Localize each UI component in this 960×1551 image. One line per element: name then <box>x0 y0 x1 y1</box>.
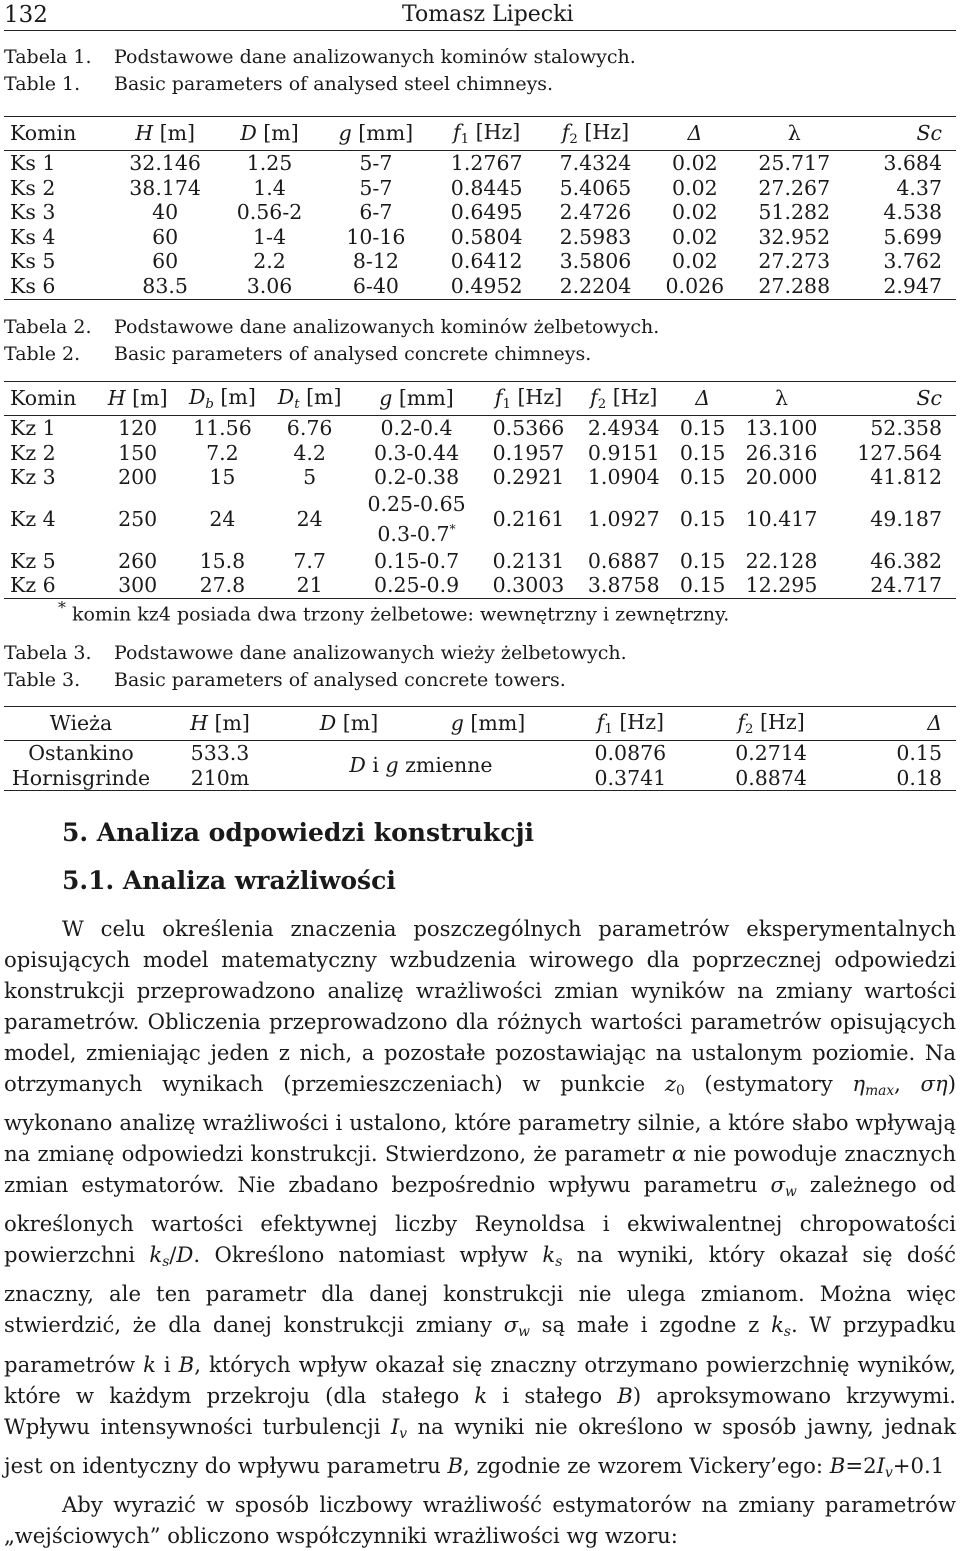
table-cell: 0.3003 <box>481 573 576 598</box>
table-row <box>4 741 956 766</box>
t2-col-dt: $D_t$ [m] <box>267 382 352 416</box>
table-cell: 10-16 <box>346 224 406 249</box>
body-text <box>4 913 956 1551</box>
table-cell: Kz 3 <box>10 465 56 490</box>
table2-label-en: Table 2. <box>4 343 81 365</box>
page-number: 132 <box>4 2 48 28</box>
merged-d: D <box>349 753 366 778</box>
merged-and: i <box>365 753 386 778</box>
table-cell: 0.2-0.4 <box>380 416 453 440</box>
table-cell: 0.18 <box>841 766 956 791</box>
t1-col-komin: Komin <box>4 117 111 151</box>
table-cell: 1.0904 <box>587 465 660 490</box>
table-row <box>4 549 956 574</box>
table-cell: 2.947 <box>849 274 956 299</box>
table-cell: 0.4952 <box>432 274 541 299</box>
table-cell: 5-7 <box>359 151 393 175</box>
table-row <box>4 200 956 225</box>
table-cell: 12.295 <box>734 573 829 598</box>
table-cell: 0.026 <box>650 274 740 299</box>
table-cell: 4.37 <box>896 175 942 200</box>
table-cell: 27.273 <box>758 249 831 274</box>
table1-body <box>4 151 956 300</box>
table-cell: 3.06 <box>220 274 320 299</box>
t3-col-h: H [m] <box>158 707 282 741</box>
table-cell: 5.699 <box>883 224 942 249</box>
table-cell: 127.564 <box>857 440 942 465</box>
t2-col-g: g [mm] <box>352 382 481 416</box>
table-cell: 41.812 <box>870 465 942 490</box>
table-cell: 51.282 <box>758 200 831 225</box>
table-cell: 5-7 <box>359 175 393 200</box>
table-row <box>4 151 956 176</box>
table2-caption <box>4 314 659 368</box>
table-cell: 0.02 <box>672 151 718 175</box>
table-cell: 0.02 <box>672 249 718 274</box>
table-cell: 8-12 <box>352 249 399 274</box>
table-cell: 150 <box>118 440 158 465</box>
table-cell: 60 <box>152 249 179 274</box>
table-cell: 3.684 <box>883 151 942 175</box>
table-cell: 3.5806 <box>559 249 632 274</box>
table-cell: Ks 5 <box>10 249 56 274</box>
table-cell: 0.5804 <box>450 224 523 249</box>
table2-caption-en: Basic parameters of analysed concrete chimneys. <box>114 343 592 365</box>
t2-col-h: H [m] <box>97 382 177 416</box>
table-cell: 2.4726 <box>559 200 632 225</box>
table-cell: 6-7 <box>359 200 393 225</box>
table-cell: 15 <box>209 465 236 490</box>
table-cell: 0.15 <box>679 465 726 490</box>
table1-label-pl: Tabela 1. <box>4 46 92 68</box>
table-cell: 0.15 <box>679 416 726 440</box>
table-cell: 40 <box>152 200 179 225</box>
t3-col-d: D [m] <box>282 707 416 741</box>
table-cell: 2.2204 <box>541 274 650 299</box>
table-cell: 7.7 <box>293 548 326 573</box>
table-cell: 26.316 <box>745 440 818 465</box>
table-cell: 210m <box>158 766 282 791</box>
t2-col-f1: $f_1$ [Hz] <box>481 382 576 416</box>
table-cell: 0.15 <box>679 506 726 531</box>
table-cell: 1.0927 <box>587 506 660 531</box>
table-row <box>4 465 956 490</box>
table-cell: 0.3741 <box>560 766 701 791</box>
t2-col-db: $D_b$ [m] <box>178 382 267 416</box>
table-cell: 7.4324 <box>559 151 632 175</box>
table-cell: 10.417 <box>745 506 818 531</box>
table-cell: 533.3 <box>190 741 250 765</box>
table-cell: Hornisgrinde <box>4 766 158 791</box>
table-cell: 60 <box>152 224 179 249</box>
table-cell: 38.174 <box>129 175 201 200</box>
table-cell: 0.6412 <box>450 249 523 274</box>
table-cell: 1.2767 <box>450 151 523 175</box>
table-cell: 3.8758 <box>576 573 671 598</box>
table3-body <box>4 741 956 791</box>
table-cell: 24 <box>296 506 323 531</box>
table-cell: 13.100 <box>745 416 818 440</box>
table3-caption-pl: Podstawowe dane analizowanych wieży żelbetowych. <box>114 642 627 664</box>
table-cell <box>352 490 481 549</box>
table-cell: 0.02 <box>672 200 718 225</box>
t3-col-delta: Δ <box>841 707 956 741</box>
table-cell: 25.717 <box>758 151 831 175</box>
table-row <box>4 441 956 466</box>
table-cell: Ks 2 <box>10 175 56 200</box>
merged-g: g <box>385 753 399 778</box>
table-cell: 0.15 <box>679 548 726 573</box>
table-cell: 21 <box>267 573 352 598</box>
table-cell: 0.2-0.38 <box>373 465 460 490</box>
kz4-g-outer: 0.25-0.65 <box>367 491 466 516</box>
table-cell: 6.76 <box>286 416 333 440</box>
table-cell: 2.2 <box>253 249 286 274</box>
table-cell: Ks 4 <box>10 224 56 249</box>
t2-col-komin: Komin <box>4 382 97 416</box>
table-row <box>4 416 956 441</box>
table-cell: Ks 6 <box>4 274 111 299</box>
table-cell: 200 <box>118 465 158 490</box>
table1-caption-en: Basic parameters of analysed steel chimneys. <box>114 73 554 95</box>
table-cell: Kz 2 <box>10 440 56 465</box>
table-cell: 2.4934 <box>587 416 660 440</box>
table-cell: 0.5366 <box>492 416 565 440</box>
table-cell: 0.6887 <box>587 548 660 573</box>
table-cell: 4.2 <box>293 440 326 465</box>
table-row <box>4 274 956 299</box>
table2-concrete-chimneys <box>4 381 956 599</box>
paragraph-2: Aby wyrazić w sposób liczbowy wrażliwość estymatorów na zmiany parametrów „wejściowych” obliczono współczynniki wrażliwości wg wzoru: <box>4 1491 956 1548</box>
table-cell: 49.187 <box>870 506 942 531</box>
table-cell: 7.2 <box>206 440 239 465</box>
table-cell: 0.2161 <box>492 506 565 531</box>
table-cell: 0.0876 <box>594 741 667 765</box>
table-cell: 24 <box>209 506 236 531</box>
table1-label-en: Table 1. <box>4 73 81 95</box>
table-cell: Kz 1 <box>10 416 56 440</box>
table-cell: Kz 6 <box>4 573 97 598</box>
table-cell: 0.15-0.7 <box>373 548 460 573</box>
table3-label-pl: Tabela 3. <box>4 642 92 664</box>
t1-col-sc: Sc <box>849 117 956 151</box>
merged-cell-d-g <box>282 741 560 791</box>
table-cell: 83.5 <box>111 274 220 299</box>
table-row <box>4 573 956 598</box>
t3-col-f2: $f_2$ [Hz] <box>701 707 842 741</box>
table1-caption <box>4 44 636 98</box>
t1-col-h: H [m] <box>111 117 220 151</box>
table-cell: Ks 1 <box>10 151 56 175</box>
table-cell: 0.2714 <box>735 741 807 765</box>
table-row <box>4 249 956 274</box>
table-cell: 1-4 <box>253 224 287 249</box>
table2-body <box>4 416 956 599</box>
table-cell: 27.8 <box>178 573 267 598</box>
t1-col-g: g [mm] <box>320 117 433 151</box>
t3-col-f1: $f_1$ [Hz] <box>560 707 701 741</box>
table-cell: 2.5983 <box>559 224 632 249</box>
footnote-mark: * <box>58 598 66 617</box>
table-cell: 1.4 <box>253 175 286 200</box>
table-cell: 15.8 <box>199 548 246 573</box>
table-cell: 0.2131 <box>492 548 565 573</box>
table-cell: 1.25 <box>246 151 293 175</box>
table-cell: 0.15 <box>671 573 733 598</box>
table3-caption-en: Basic parameters of analysed concrete towers. <box>114 669 566 691</box>
t2-col-sc: Sc <box>829 382 956 416</box>
table-cell: 27.267 <box>758 175 831 200</box>
table-row <box>4 225 956 250</box>
table-cell: 0.15 <box>679 440 726 465</box>
table-cell: 4.538 <box>883 200 942 225</box>
paragraph-1: W celu określenia znaczenia poszczególnych parametrów eksperymentalnych opisujących model matematyczny wzbudzenia wirowego dla poprzecznej odpowiedzi konstrukcji przeprowadzono analizę wrażliwości zmian wyników na zmiany wartości parametrów. Obliczenia przeprowadzono dla różnych wartości parametrów opisujących model, zmieniając jeden z nich, a pozostałe pozostawiając na ustalonym poziomie. Na otrzymanych wynikach (przemieszczeniach) w punkcie $z_0$ (estymatory $\eta_{max}$, ση) wykonano analizę wrażliwości i ustalono, które parametry silnie, a które słabo wpływają na zmianę odpowiedzi konstrukcji. Stwierdzono, że parametr α nie powoduje znacznych zmian estymatorów. Nie zbadano bezpośrednio wpływu parametru $\sigma_w$ zależnego od określonych wartości efektywnej liczby Reynoldsa i ekwiwalentnej chropowatości powierzchni $k_s/D$. Określono natomiast wpływ $k_s$ na wyniki, który okazał się dość znaczny, ale ten parametr dla danej konstrukcji nie ulega zmianom. Można więc stwierdzić, że dla danej konstrukcji zmiany $\sigma_w$ są małe i zgodne z $k_s$. W przypadku parametrów k i B, których wpływ okazał się znaczny otrzymano powierzchnię wyników, które w każdym przekroju (dla stałego k i stałego B) aproksymowano krzywymi. Wpływu intensywności turbulencji $I_v$ na wyniki nie określono w sposób jawny, jednak jest on identyczny do wpływu parametru B, zgodnie ze wzorem Vickery’ego: $B=2I_v+0.1$ <box>4 916 957 1481</box>
table-row <box>4 490 956 549</box>
table2-footnote <box>58 598 729 626</box>
table-cell: Ostankino <box>28 741 134 765</box>
table-cell: 46.382 <box>870 548 942 573</box>
table3-caption <box>4 640 627 694</box>
t2-col-lambda: λ <box>734 382 829 416</box>
table-cell: 0.25-0.9 <box>352 573 481 598</box>
table-cell: 11.56 <box>193 416 252 440</box>
table-cell: 0.15 <box>896 741 942 765</box>
table-cell: 250 <box>118 506 158 531</box>
table-cell: 300 <box>97 573 177 598</box>
table-cell: 0.6495 <box>450 200 523 225</box>
table-cell: Kz 5 <box>10 548 56 573</box>
table3-label-en: Table 3. <box>4 669 81 691</box>
table-cell: 0.3-0.44 <box>373 440 460 465</box>
t1-col-f1: $f_1$ [Hz] <box>432 117 541 151</box>
table-cell: Kz 4 <box>10 506 56 531</box>
t2-col-f2: $f_2$ [Hz] <box>576 382 671 416</box>
table-cell: 0.8874 <box>701 766 842 791</box>
table-cell: 0.9151 <box>587 440 660 465</box>
t1-col-f2: $f_2$ [Hz] <box>541 117 650 151</box>
table-cell: 0.8445 <box>450 175 523 200</box>
table1-steel-chimneys <box>4 116 956 300</box>
table2-caption-pl: Podstawowe dane analizowanych kominów żelbetowych. <box>114 316 660 338</box>
table-cell: Ks 3 <box>10 200 56 225</box>
footnote-text: komin kz4 posiada dwa trzony żelbetowe: wewnętrzny i zewnętrzny. <box>71 603 730 626</box>
t1-col-d: D [m] <box>220 117 320 151</box>
table2-label-pl: Tabela 2. <box>4 316 92 338</box>
table-cell: 0.1957 <box>492 440 565 465</box>
table1-caption-pl: Podstawowe dane analizowanych kominów stalowych. <box>114 46 636 68</box>
table-cell: 24.717 <box>829 573 956 598</box>
running-header <box>4 0 956 31</box>
t3-col-wieza: Wieża <box>4 707 158 741</box>
table-cell: 20.000 <box>745 465 818 490</box>
footnote-ref: * <box>449 521 456 536</box>
table-cell: 5 <box>303 465 317 490</box>
table-cell: 0.02 <box>672 175 718 200</box>
table-cell: 0.56-2 <box>236 200 303 225</box>
kz4-g-inner-value: 0.3-0.7 <box>377 521 450 546</box>
section-heading-5-1: 5.1. Analiza wrażliwości <box>62 866 396 895</box>
table-cell: 32.952 <box>758 224 831 249</box>
kz4-g-inner <box>354 517 479 547</box>
section-heading-5: 5. Analiza odpowiedzi konstrukcji <box>62 818 535 847</box>
t1-col-delta: Δ <box>650 117 740 151</box>
table-cell: 120 <box>118 416 158 440</box>
table-cell: 5.4065 <box>559 175 632 200</box>
table-cell: 22.128 <box>745 548 818 573</box>
table-cell: 3.762 <box>883 249 942 274</box>
table-cell: 27.288 <box>740 274 849 299</box>
table-cell: 52.358 <box>870 416 942 440</box>
t1-col-lambda: λ <box>740 117 849 151</box>
table-cell: 32.146 <box>129 151 201 175</box>
table-cell: 0.2921 <box>492 465 565 490</box>
table-cell: 0.02 <box>672 224 718 249</box>
t2-col-delta: Δ <box>671 382 733 416</box>
merged-word: zmienne <box>398 753 493 778</box>
table3-concrete-towers <box>4 706 956 791</box>
table-cell: 260 <box>118 548 158 573</box>
table-cell: 6-40 <box>320 274 433 299</box>
t3-col-g: g [mm] <box>416 707 560 741</box>
table-row <box>4 176 956 201</box>
running-title: Tomasz Lipecki <box>402 2 574 27</box>
